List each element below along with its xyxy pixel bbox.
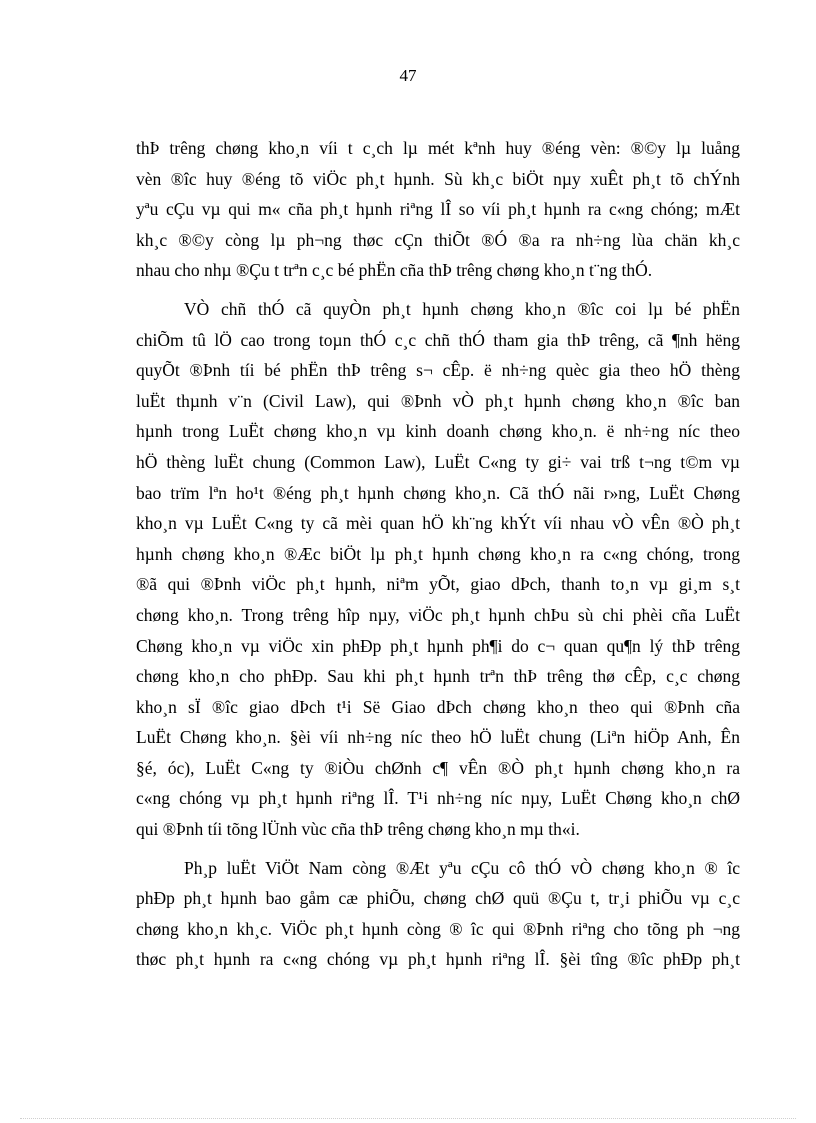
paragraph-line: thøc ph¸t hµnh ra c«ng chóng vµ ph¸t hµnh riªng lÎ. §èi tîng ®îc phÐp ph¸t xyxy=(136,949,740,970)
paragraph-line: phÐp ph¸t hµnh bao gåm cæ phiÕu, chøng chØ quü ®Çu t, tr¸i phiÕu vµ c¸c xyxy=(136,888,740,909)
paragraph-line: kh¸c ®©y còng lµ ph¬ng thøc cÇn thiÕt ®Ó ®a ra nh÷ng lùa chän kh¸c xyxy=(136,229,740,250)
paragraph-line: hµnh trong LuËt chøng kho¸n vµ kinh doanh chøng kho¸n. ë nh÷ng níc theo xyxy=(136,421,740,442)
paragraph-line: yªu cÇu vµ qui m« cña ph¸t hµnh riªng lÎ so víi ph¸t hµnh ra c«ng chóng; mÆt xyxy=(136,199,740,220)
paragraph-line: chøng kho¸n cho phÐp. Sau khi ph¸t hµnh trªn thÞ trêng thø cÊp, c¸c chøng xyxy=(136,666,740,687)
paragraph-line: Ph¸p luËt ViÖt Nam còng ®Æt yªu cÇu cô thÓ vÒ chøng kho¸n ® îc xyxy=(184,857,740,878)
paragraph-line: §é, óc), LuËt C«ng ty ®iÒu chØnh c¶ vÊn ®Ò ph¸t hµnh chøng kho¸n ra xyxy=(136,757,740,778)
paragraph-line: qui ®Þnh tíi tõng lÜnh vùc cña thÞ trêng chøng kho¸n mµ th«i. xyxy=(136,819,580,840)
paragraph-line: kho¸n sÏ ®îc giao dÞch t¹i Së Giao dÞch chøng kho¸n theo qui ®Þnh cña xyxy=(136,696,740,717)
paragraph-line: hµnh chøng kho¸n ®Æc biÖt lµ ph¸t hµnh chøng kho¸n ra c«ng chóng, trong xyxy=(136,543,740,564)
paragraph-2 xyxy=(136,294,740,845)
paragraph-line: bao trïm lªn ho¹t ®éng ph¸t hµnh chøng kho¸n. Cã thÓ nãi r»ng, LuËt Chøng xyxy=(136,482,740,503)
page-number: 47 xyxy=(399,66,417,85)
paragraph-line: LuËt Chøng kho¸n. §èi víi nh÷ng níc theo hÖ luËt chung (Liªn hiÖp Anh, Ên xyxy=(136,727,740,748)
paragraph-line: nhau cho nhµ ®Çu t trªn c¸c bé phËn cña thÞ trêng chøng kho¸n t¨ng thÓ. xyxy=(136,260,653,281)
paragraph-line: luËt thµnh v¨n (Civil Law), qui ®Þnh vÒ ph¸t hµnh chøng kho¸n ®îc ban xyxy=(136,390,740,411)
paragraph-line: quyÕt ®Þnh tíi bé phËn thÞ trêng s¬ cÊp. ë nh÷ng quèc gia theo hÖ thèng xyxy=(136,360,740,381)
paragraph-3 xyxy=(136,853,740,975)
paragraph-line: chiÕm tû lÖ cao trong toµn thÓ c¸c chñ thÓ tham gia thÞ trêng, cã ¶nh hëng xyxy=(136,329,740,350)
paragraph-line: chøng kho¸n. Trong trêng hîp nµy, viÖc ph¸t hµnh chÞu sù chi phèi cña LuËt xyxy=(136,604,740,625)
page-bottom-divider xyxy=(20,1118,796,1119)
paragraph-line: hÖ thèng luËt chung (Common Law), LuËt C«ng ty gi÷ vai trß t¬ng t©m vµ xyxy=(136,451,740,472)
paragraph-line: chøng kho¸n kh¸c. ViÖc ph¸t hµnh còng ® îc qui ®Þnh riªng cho tõng ph ¬ng xyxy=(136,918,740,939)
paragraph-line: Chøng kho¸n vµ viÖc xin phÐp ph¸t hµnh ph¶i do c¬ quan qu¶n lý thÞ trêng xyxy=(136,635,740,656)
paragraph-line: ®ã qui ®Þnh viÖc ph¸t hµnh, niªm yÕt, giao dÞch, thanh to¸n vµ gi¸m s¸t xyxy=(136,574,740,595)
paragraph-line: VÒ chñ thÓ cã quyÒn ph¸t hµnh chøng kho¸n ®îc coi lµ bé phËn xyxy=(184,298,740,319)
paragraph-1 xyxy=(136,133,740,286)
body-text xyxy=(136,133,740,975)
paragraph-line: kho¸n vµ LuËt C«ng ty cã mèi quan hÖ kh¨ng khÝt víi nhau vÒ vÊn ®Ò ph¸t xyxy=(136,513,740,534)
paragraph-line: c«ng chóng vµ ph¸t hµnh riªng lÎ. T¹i nh÷ng níc nµy, LuËt Chøng kho¸n chØ xyxy=(136,788,740,809)
paragraph-line: thÞ trêng chøng kho¸n víi t c¸ch lµ mét kªnh huy ®éng vèn: ®©y lµ luång xyxy=(136,138,740,158)
paragraph-line: vèn ®îc huy ®éng tõ viÖc ph¸t hµnh. Sù kh¸c biÖt nµy xuÊt ph¸t tõ chÝnh xyxy=(136,168,740,189)
